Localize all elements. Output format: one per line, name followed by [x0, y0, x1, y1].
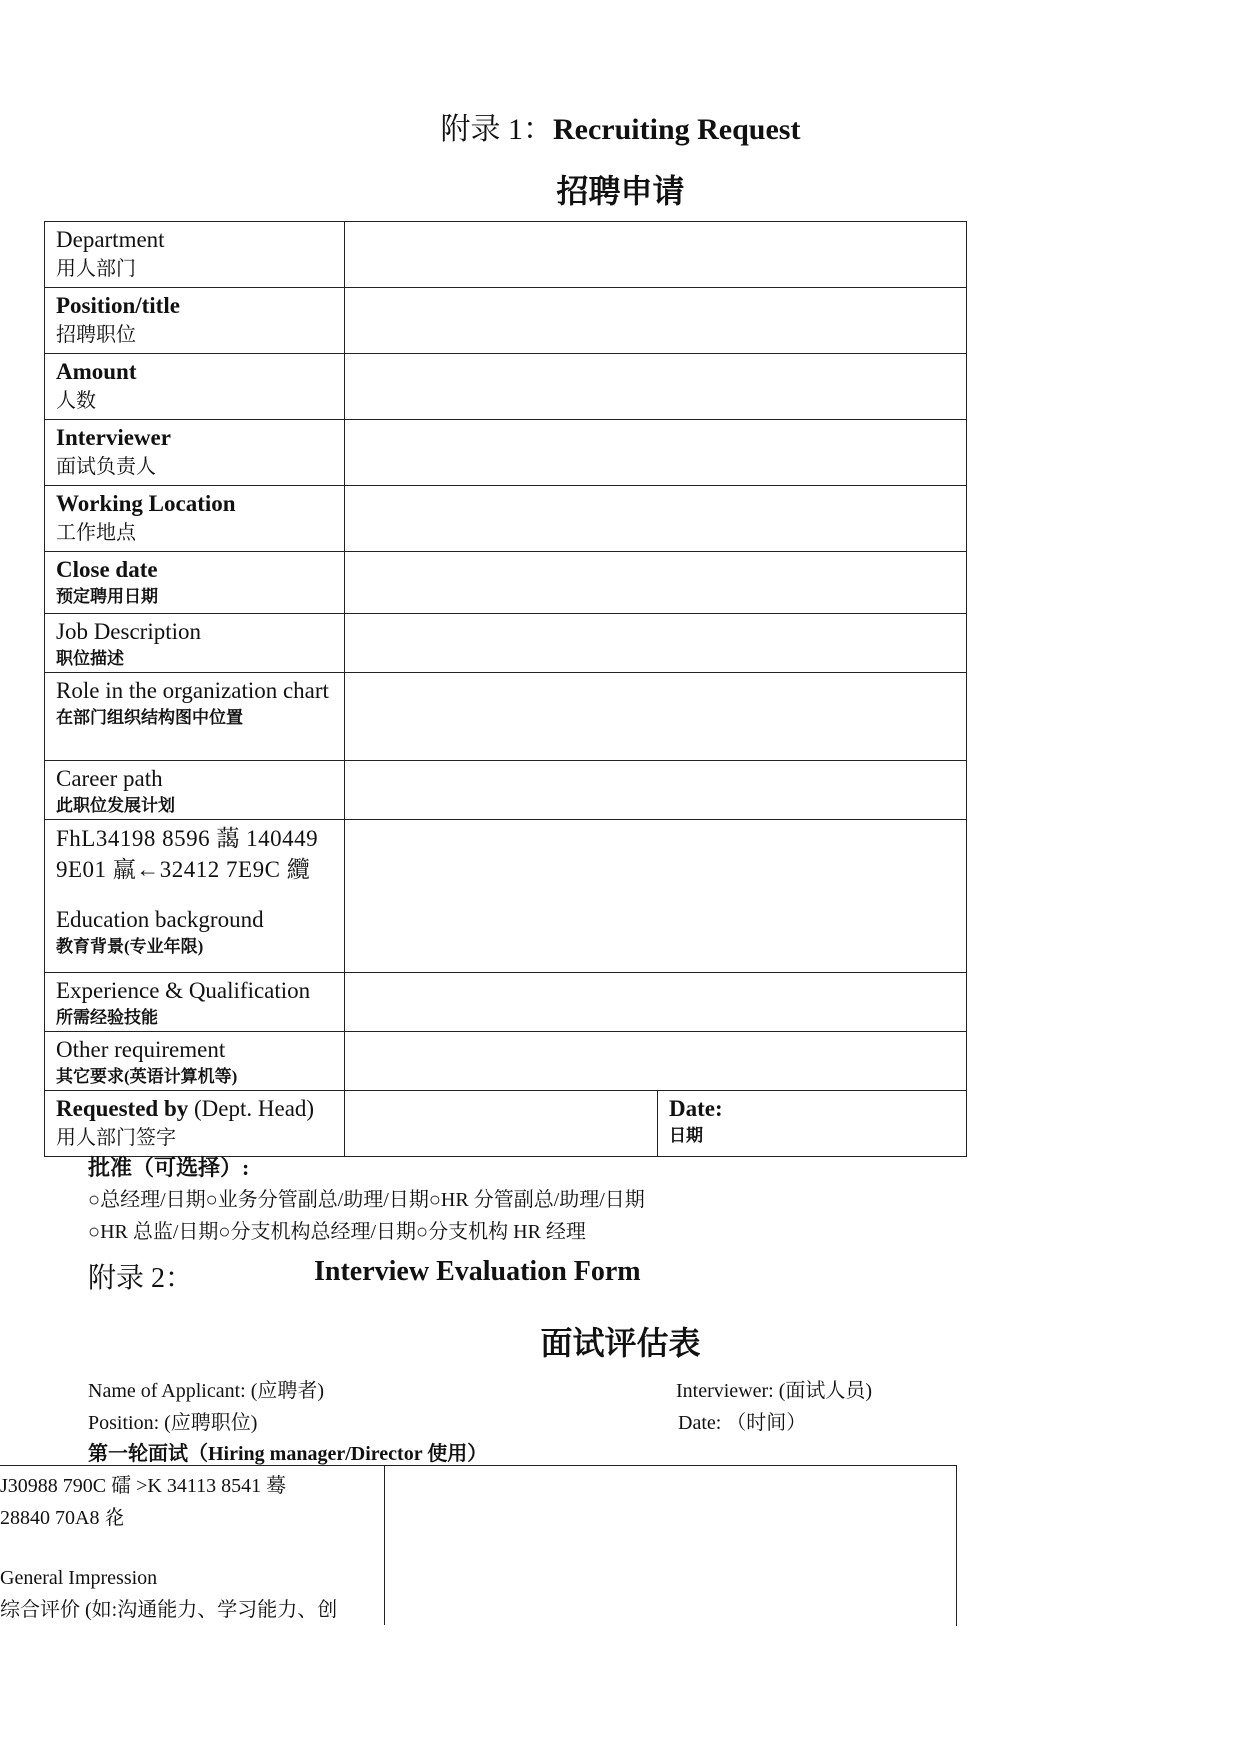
table-row	[45, 673, 967, 761]
value-cell-location[interactable]	[345, 486, 967, 552]
approval-title: 批准（可选择）:	[88, 1155, 250, 1180]
table-row	[45, 614, 967, 673]
label-cell	[45, 486, 345, 552]
row-label-en: Career path	[56, 766, 163, 791]
row-label-cn: 人数	[56, 390, 96, 412]
table-row	[45, 973, 967, 1032]
applicant-name-label: Name of Applicant: (应聘者)	[88, 1380, 325, 1402]
label-cell	[45, 354, 345, 420]
label-cell	[45, 288, 345, 354]
table-row	[45, 354, 967, 420]
value-cell-career-path[interactable]	[345, 761, 967, 820]
general-impression-label: General Impression	[0, 1567, 158, 1589]
row-label-cn: 用人部门	[56, 258, 136, 280]
table-row	[45, 820, 967, 973]
label-cell	[45, 761, 345, 820]
value-cell-amount[interactable]	[345, 354, 967, 420]
row-label-en: Job Description	[56, 619, 202, 644]
table-row	[45, 420, 967, 486]
date-label: Date:	[669, 1096, 723, 1121]
garbled-text-line: 28840 70A8 炛	[0, 1507, 125, 1529]
row-label-cn: 其它要求(英语计算机等)	[56, 1067, 238, 1086]
date-label-cn: 日期	[669, 1126, 703, 1145]
row-label-en: Other requirement	[56, 1037, 226, 1062]
first-round-heading: 第一轮面试（Hiring manager/Director 使用）	[88, 1443, 488, 1465]
value-cell-job-description[interactable]	[345, 614, 967, 673]
value-cell-education[interactable]	[345, 820, 967, 973]
row-label-en: Education background	[56, 907, 264, 932]
appendix1-title-cn: 招聘申请	[556, 173, 685, 209]
garbled-text-line: 9E01 羸←32412 7E9C 纜	[56, 857, 311, 882]
row-label-cn: 面试负责人	[56, 456, 156, 478]
label-cell	[45, 1091, 345, 1157]
garbled-text-line: FhL34198 8596 藹 140449	[56, 826, 319, 851]
interviewer-label: Interviewer: (面试人员)	[676, 1380, 873, 1402]
row-label-cn: 工作地点	[56, 522, 136, 544]
value-cell-experience[interactable]	[345, 973, 967, 1032]
appendix1-heading: Recruiting Request	[553, 113, 801, 146]
value-cell-position[interactable]	[345, 288, 967, 354]
row-label-cn: 职位描述	[56, 649, 124, 668]
table-row	[45, 761, 967, 820]
label-cell	[45, 552, 345, 614]
row-label-en: Working Location	[56, 491, 236, 516]
applicant-position-label: Position: (应聘职位)	[88, 1412, 258, 1434]
row-label-en: Interviewer	[56, 425, 171, 450]
approval-options-line1: ○总经理/日期○业务分管副总/助理/日期○HR 分管副总/助理/日期	[88, 1189, 645, 1211]
label-cell	[45, 820, 345, 973]
value-cell-org-chart[interactable]	[345, 673, 967, 761]
row-label-en: Close date	[56, 557, 158, 582]
recruiting-request-table	[44, 221, 967, 1157]
table-row	[45, 222, 967, 288]
interview-date-label: Date: （时间）	[678, 1412, 807, 1434]
value-cell-signature[interactable]	[345, 1091, 658, 1157]
requested-by-label-cn: 用人部门签字	[56, 1127, 176, 1149]
appendix2-title: Interview Evaluation Form	[314, 1256, 641, 1287]
row-label-en: Amount	[56, 359, 137, 384]
row-label-en: Role in the organization chart	[56, 678, 329, 703]
garbled-text-line: J30988 790C 礌 >K 34113 8541 蓦	[0, 1475, 287, 1497]
label-cell	[45, 673, 345, 761]
appendix2-label: 附录 2：	[88, 1263, 194, 1294]
row-label-cn: 此职位发展计划	[56, 796, 175, 815]
table-row	[45, 552, 967, 614]
label-cell	[45, 973, 345, 1032]
table-row	[45, 1091, 967, 1157]
row-label-cn: 所需经验技能	[56, 1008, 158, 1027]
appendix1-title	[0, 104, 1241, 148]
row-label-en: Experience & Qualification	[56, 978, 311, 1003]
label-cell	[45, 1032, 345, 1091]
row-label-cn: 在部门组织结构图中位置	[56, 708, 243, 727]
label-cell	[45, 420, 345, 486]
value-cell-other-requirement[interactable]	[345, 1032, 967, 1091]
row-label-cn: 招聘职位	[56, 324, 136, 346]
row-label-en: Position/title	[56, 293, 180, 318]
row-label-cn: 教育背景(专业年限)	[56, 937, 204, 956]
evaluation-divider	[384, 1465, 385, 1625]
evaluation-label-cell	[0, 1470, 378, 1626]
table-row	[45, 1032, 967, 1091]
value-cell-department[interactable]	[345, 222, 967, 288]
value-cell-close-date[interactable]	[345, 552, 967, 614]
row-label-cn: 预定聘用日期	[56, 587, 158, 606]
row-label-en: Department	[56, 227, 165, 252]
appendix1-label: 附录 1：	[440, 113, 553, 146]
table-row	[45, 486, 967, 552]
date-cell[interactable]	[658, 1091, 967, 1157]
appendix2-title-cn: 面试评估表	[540, 1325, 701, 1361]
table-row	[45, 288, 967, 354]
requested-by-label: Requested by (Dept. Head)	[56, 1096, 315, 1121]
label-cell	[45, 222, 345, 288]
value-cell-interviewer[interactable]	[345, 420, 967, 486]
approval-options-line2: ○HR 总监/日期○分支机构总经理/日期○分支机构 HR 经理	[88, 1221, 586, 1243]
general-impression-label-cn: 综合评价 (如:沟通能力、学习能力、创	[0, 1599, 338, 1621]
label-cell	[45, 614, 345, 673]
